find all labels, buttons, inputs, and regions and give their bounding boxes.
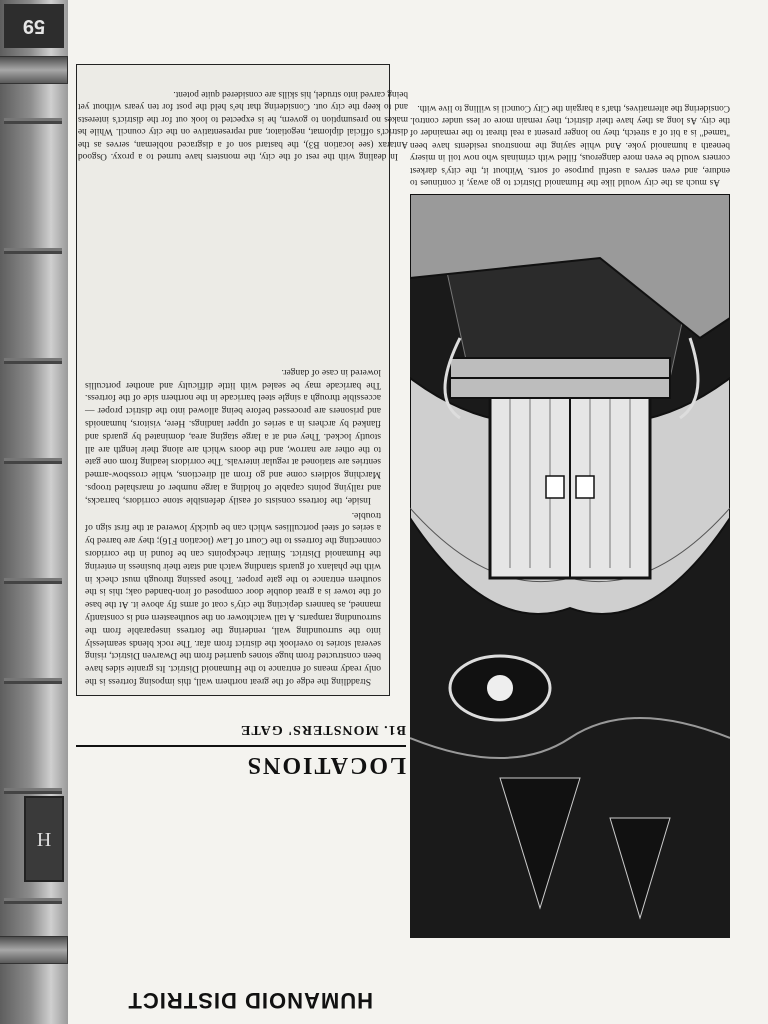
monsters-gate-paragraph-2: Inside, the fortress consists of easily defensible stone corridors, barracks, and rallying points capable of holding a large number of marshaled troops. Marching soldiers come and go from all directions, while crossbow-armed sentries are stationed at regular intervals. The corridors leading from one gate to the other are narrow, and the doors which are along their length are all stoutly locked. They end at a large staging area, dominated by guards and flanked by archers in a series of upper landings. Here, visitors, humanoids and prisoners are processed before being allowed into the district proper — accessible through a single steel barricade in the northern side of the fortress. The barricade may be sealed with little difficulty and another portcullis lowered in case of danger. xyxy=(85,366,381,505)
stone-slab-line xyxy=(4,248,62,254)
intro-column xyxy=(410,28,730,188)
locations-heading: LOCATIONS xyxy=(245,752,406,778)
section-tab: H xyxy=(24,796,64,882)
stone-slab-line xyxy=(4,118,62,124)
stone-slab-line xyxy=(4,458,62,464)
heading-rule xyxy=(76,745,406,747)
stone-cap xyxy=(0,936,68,964)
stone-cap xyxy=(0,56,68,84)
proxy-paragraph: In dealing with the rest of the city, the monsters have turned to a proxy. Osgood Antarax (see location B3), the bastard son of a disgraced nobleman, serves as the district's official diplomat, negotiator, and representative on the city council. While he makes no presumption to govern, he is expected to look out for the district's interests and to keep the city out. Considering that he's held the post for ten years without yet being carved into strudel, his skills are considered quite potent. xyxy=(78,88,408,161)
page-header: HUMANOID DISTRICT xyxy=(127,988,373,1013)
page-number: 59 xyxy=(4,4,64,48)
stone-slab-line xyxy=(4,898,62,904)
gate-illustration-svg xyxy=(410,194,730,938)
stone-slab-line xyxy=(4,358,62,364)
monsters-gate-paragraph-1: Straddling the edge of the great northern wall, this imposing fortress is the only ready means of entrance to the Humanoid District. Its granite sides have been constructed from huge stones quarried from the Dwarven District, rising several stories to overlook the district from afar. The rock blends seamlessly into the surrounding wall, rendering the fortress inseparable from the surrounding ramparts. A tall watchtower on the southeastern end is constantly manned, as banners depicting the city's coat of arms fly above it. At the base of the tower is a great double door composed of iron-banded oak; this is the southern entrance to the gate proper. Those passing through must check in with the phalanx of guards standing watch and state their business in entering the Humanoid District. Similar checkpoints can be found in the corridors connecting the fortress to the Court of Law (location F16); they are barred by a series of steel portcullises which can be quickly lowered at the first sign of trouble. xyxy=(85,509,381,686)
monsters-gate-subheading: B1. MONSTERS' GATE xyxy=(240,722,406,737)
proxy-column xyxy=(78,22,408,162)
locations-heading-block xyxy=(76,715,406,778)
stone-slab-line xyxy=(4,678,62,684)
stone-border xyxy=(0,0,68,1024)
stone-slab-line xyxy=(4,578,62,584)
illustration-monsters-gate xyxy=(410,194,730,938)
stone-slab-line xyxy=(4,788,62,794)
intro-paragraph: As much as the city would like the Humanoid District to go away, it continues to endure, and even serves a useful purpose of sorts. Without it, the city's darkest corners would be even more dangerous, filled with criminals who now toil in misery beneath a humanoid yoke. And while saying the monstrous residents have been "tamed" is a bit of a stretch, they no longer present a real threat to the remainder of the city. As long as they have their district, they remain more or less under control. Considering the alternatives, that's a bargain the City Council is willing to live with. xyxy=(410,102,730,187)
